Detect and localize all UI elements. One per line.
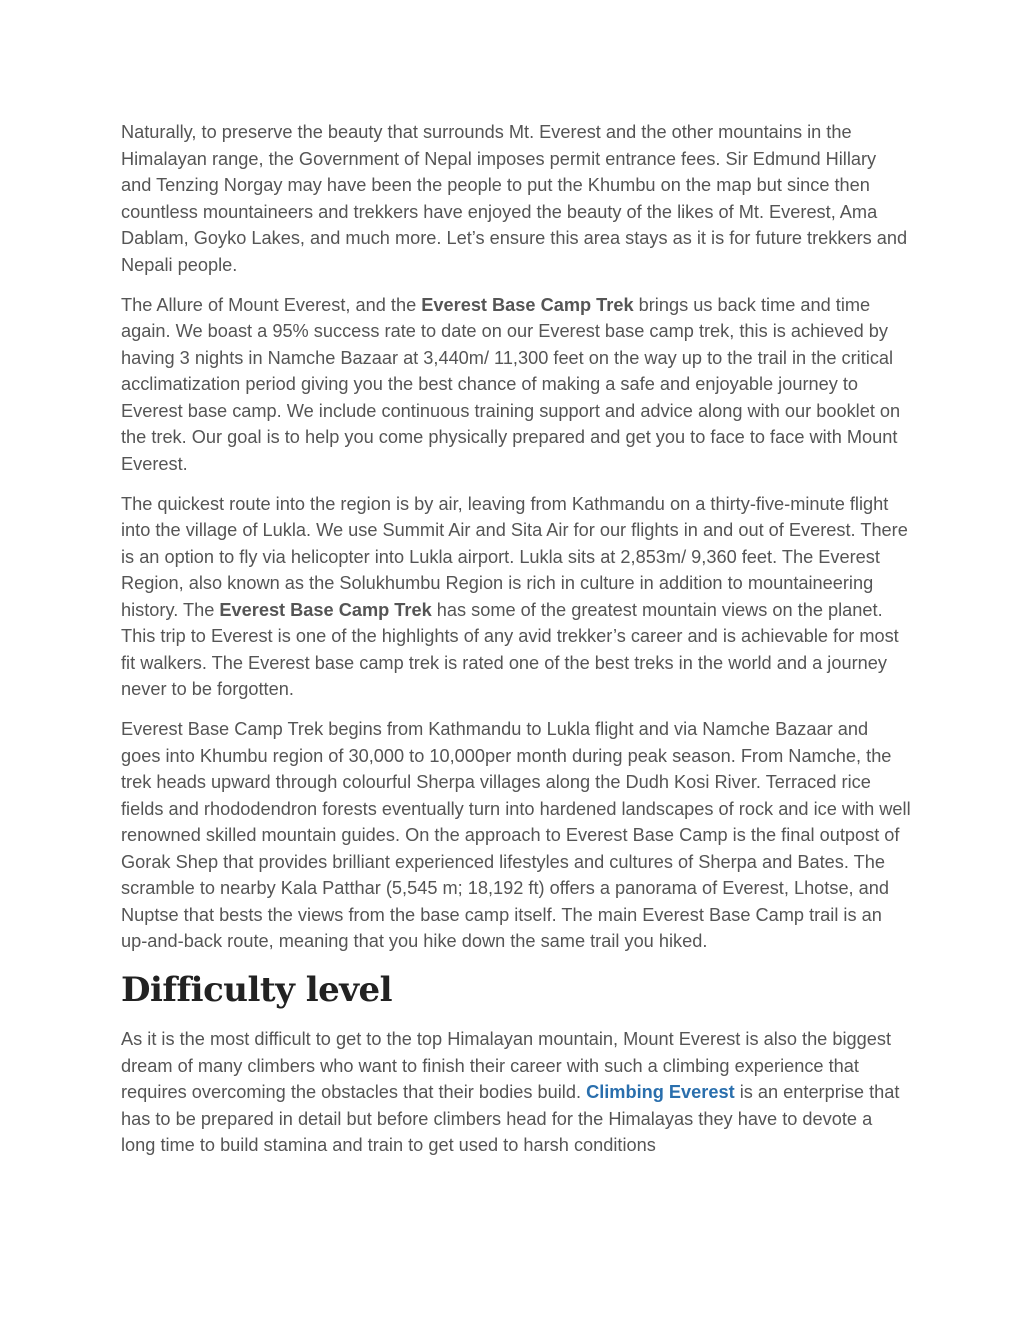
heading-difficulty-level: Difficulty level <box>121 970 393 1010</box>
paragraph-allure <box>121 292 911 478</box>
bold-everest-base-camp-trek: Everest Base Camp Trek <box>421 294 634 315</box>
paragraph-text: The Allure of Mount Everest, and the <box>121 294 422 315</box>
bold-everest-base-camp-trek: Everest Base Camp Trek <box>219 599 432 620</box>
paragraph-text: is an enterprise that has to be prepared in detail but before climbers head for the Himalayas they have to devote a long time to build stamina and train to get used to harsh conditions <box>121 1082 900 1155</box>
paragraph-trek-description: Everest Base Camp Trek begins from Kathmandu to Lukla flight and via Namche Bazaar and goes into Khumbu region of 30,000 to 10,000per month during peak season. From Namche, the trek heads upward through colourful Sherpa villages along the Dudh Kosi River. Terraced rice fields and rhododendron forests eventually turn into hardened landscapes of rock and ice with well renowned skilled mountain guides. On the approach to Everest Base Camp is the final outpost of Gorak Shep that provides brilliant experienced lifestyles and cultures of Sherpa and Bates. The scramble to nearby Kala Patthar (5,545 m; 18,192 ft) offers a panorama of Everest, Lhotse, and Nuptse that bests the views from the base camp itself. The main Everest Base Camp trail is an up-and-back route, meaning that you hike down the same trail you hiked. <box>121 719 911 951</box>
paragraph-permit-fees: Naturally, to preserve the beauty that surrounds Mt. Everest and the other mountains in the Himalayan range, the Government of Nepal imposes permit entrance fees. Sir Edmund Hillary and Tenzing Norgay may have been the people to put the Khumbu on the map but since then countless mountaineers and trekkers have enjoyed the beauty of the likes of Mt. Everest, Ama Dablam, Goyko Lakes, and much more. Let’s ensure this area stays as it is for future trekkers and Nepali people. <box>121 122 908 275</box>
paragraph-difficulty <box>121 1026 911 1159</box>
climbing-everest-link[interactable]: Climbing Everest <box>586 1082 735 1102</box>
paragraph-text: has some of the greatest mountain views on the planet. This trip to Everest is one of the highlights of any avid trekker’s career and is achievable for most fit walkers. The Everest base camp trek is rated one of the best treks in the world and a journey never to be forgotten. <box>121 599 899 699</box>
paragraph-text: The quickest route into the region is by air, leaving from Kathmandu on a thirty-five-minute flight into the village of Lukla. We use Summit Air and Sita Air for our flights in and out of Everest. There is an option to fly via helicopter into Lukla airport. Lukla sits at 2,853m/ 9,360 feet. The Everest Region, also known as the Solukhumbu Region is rich in culture in addition to mountaineering history. The <box>121 493 908 620</box>
document-page <box>121 119 911 1172</box>
paragraph-route <box>121 491 911 703</box>
paragraph-text: As it is the most difficult to get to the top Himalayan mountain, Mount Everest is also the biggest dream of many climbers who want to finish their career with such a climbing experience that requires overcoming the obstacles that their bodies build. <box>121 1029 891 1102</box>
paragraph-text: brings us back time and time again. We boast a 95% success rate to date on our Everest base camp trek, this is achieved by having 3 nights in Namche Bazaar at 3,440m/ 11,300 feet on the way up to the trail in the critical acclimatization period giving you the best chance of making a safe and enjoyable journey to Everest base camp. We include continuous training support and advice along with our booklet on the trek. Our goal is to help you come physically prepared and get you to face to face with Mount Everest. <box>121 294 901 474</box>
